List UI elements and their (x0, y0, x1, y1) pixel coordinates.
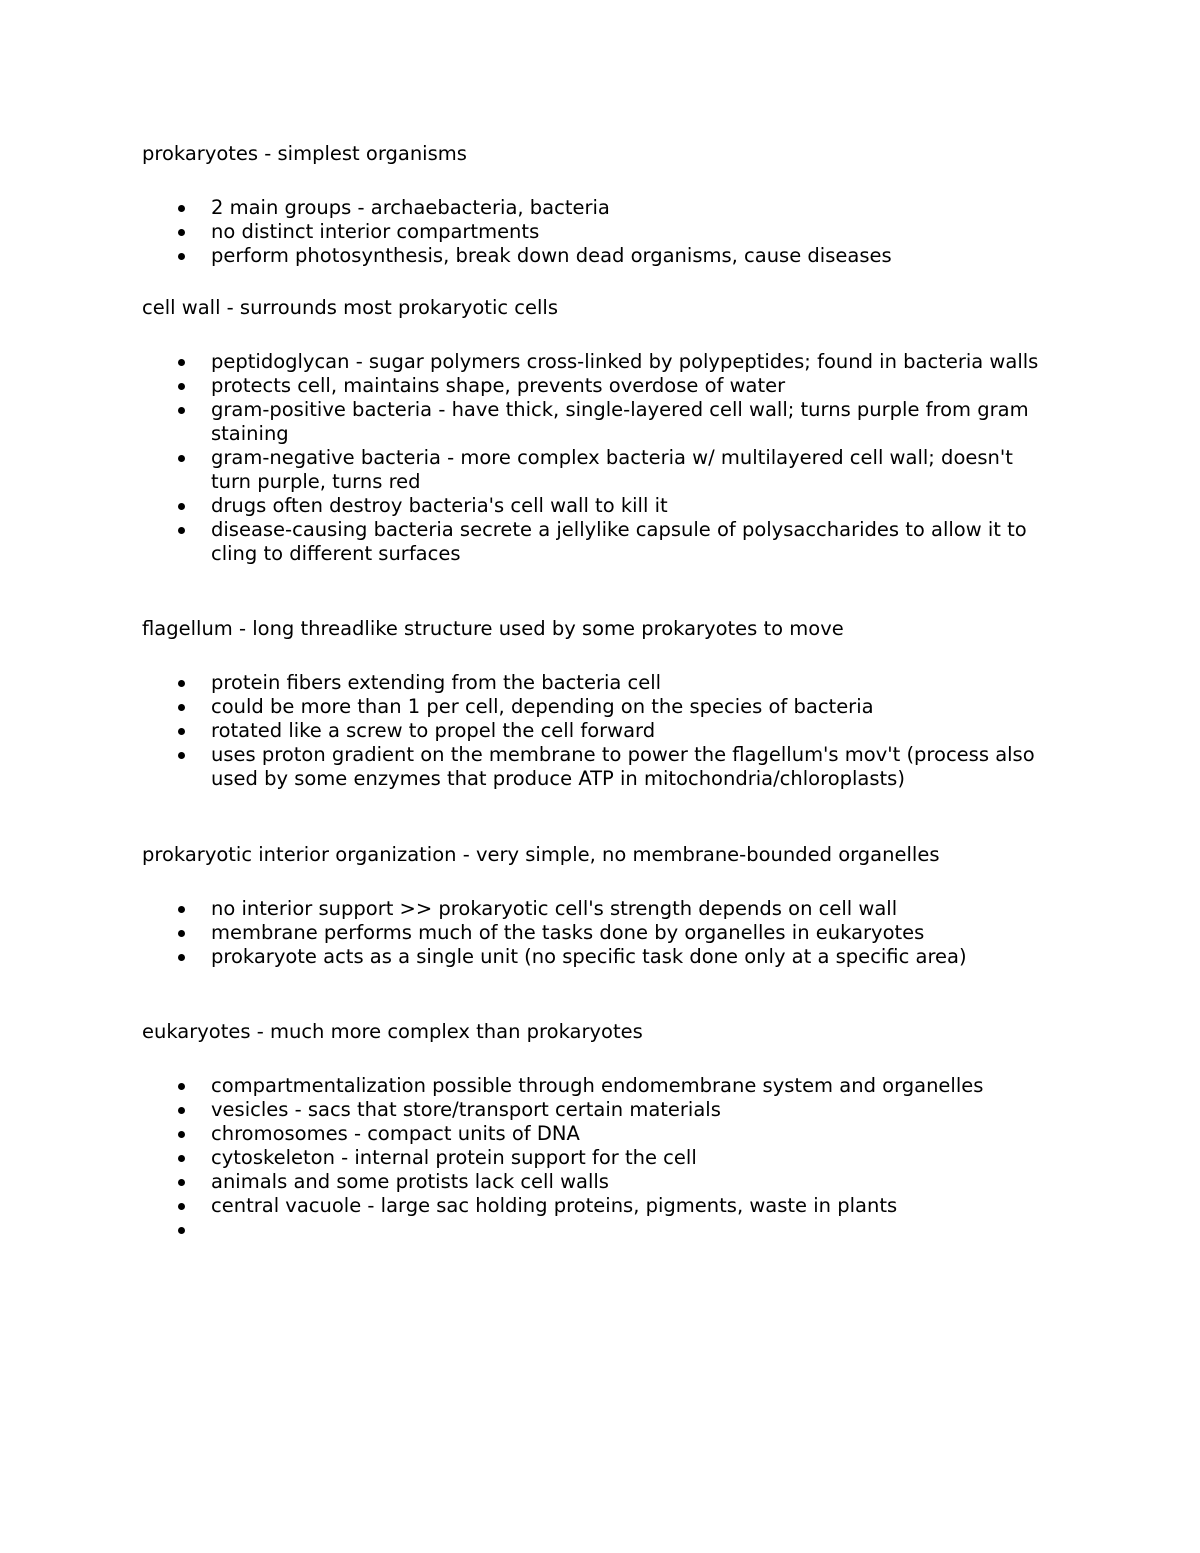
list-item-text: no distinct interior compartments (211, 220, 540, 243)
bullet-list (142, 196, 1102, 268)
bullet-icon (178, 1227, 185, 1234)
bullet-list (142, 897, 1102, 969)
list-item-text: compartmentalization possible through endomembrane system and organelles (211, 1074, 984, 1097)
bullet-icon (178, 906, 185, 913)
list-item (142, 1170, 1041, 1194)
list-item-text: gram-positive bacteria - have thick, single-layered cell wall; turns purple from gram staining (211, 398, 1029, 445)
list-item (142, 1122, 1041, 1146)
bullet-icon (178, 253, 185, 260)
list-item (142, 446, 1041, 494)
list-item (142, 695, 1041, 719)
section-heading: eukaryotes - much more complex than prokaryotes (142, 1020, 643, 1043)
list-item-text: disease-causing bacteria secrete a jellylike capsule of polysaccharides to allow it to cling to different surfaces (211, 518, 1027, 565)
bullet-icon (178, 954, 185, 961)
list-item-text: rotated like a screw to propel the cell forward (211, 719, 656, 742)
list-item-text: 2 main groups - archaebacteria, bacteria (211, 196, 610, 219)
list-item (142, 671, 1041, 695)
list-item-text: gram-negative bacteria - more complex bacteria w/ multilayered cell wall; doesn't turn purple, turns red (211, 446, 1013, 493)
list-item (142, 398, 1041, 446)
bullet-icon (178, 205, 185, 212)
list-item (142, 374, 1041, 398)
list-item (142, 244, 1041, 268)
list-item (142, 743, 1041, 791)
list-item (142, 196, 1041, 220)
list-item-text: could be more than 1 per cell, depending on the species of bacteria (211, 695, 874, 718)
section-cell-wall (142, 296, 1102, 566)
list-item (142, 1194, 1041, 1218)
bullet-list (142, 350, 1102, 566)
list-item-empty (142, 1218, 1041, 1242)
bullet-icon (178, 930, 185, 937)
section-eukaryotes (142, 1020, 1102, 1242)
list-item-text: cytoskeleton - internal protein support for the cell (211, 1146, 697, 1169)
list-item (142, 1098, 1041, 1122)
list-item-text: chromosomes - compact units of DNA (211, 1122, 580, 1145)
bullet-icon (178, 527, 185, 534)
bullet-list (142, 671, 1102, 791)
section-prokaryotes (142, 142, 1102, 268)
list-item (142, 494, 1041, 518)
list-item-text: perform photosynthesis, break down dead organisms, cause diseases (211, 244, 892, 267)
list-item (142, 518, 1041, 566)
bullet-icon (178, 229, 185, 236)
list-item (142, 1074, 1041, 1098)
list-item-text: drugs often destroy bacteria's cell wall to kill it (211, 494, 668, 517)
list-item-text: membrane performs much of the tasks done by organelles in eukaryotes (211, 921, 925, 944)
list-item (142, 897, 1041, 921)
list-item-text: prokaryote acts as a single unit (no specific task done only at a specific area) (211, 945, 967, 968)
list-item-text: protein fibers extending from the bacteria cell (211, 671, 662, 694)
list-item-text: vesicles - sacs that store/transport certain materials (211, 1098, 721, 1121)
bullet-icon (178, 455, 185, 462)
bullet-icon (178, 704, 185, 711)
bullet-icon (178, 503, 185, 510)
list-item-text: uses proton gradient on the membrane to power the flagellum's mov't (process also used by some enzymes that produce ATP in mitochondria/chloroplasts) (211, 743, 1035, 790)
bullet-icon (178, 1203, 185, 1210)
section-flagellum (142, 617, 1102, 791)
bullet-list (142, 1074, 1102, 1242)
list-item (142, 719, 1041, 743)
list-item-text: no interior support >> prokaryotic cell's strength depends on cell wall (211, 897, 898, 920)
bullet-icon (178, 1155, 185, 1162)
bullet-icon (178, 383, 185, 390)
section-heading: prokaryotic interior organization - very simple, no membrane-bounded organelles (142, 843, 940, 866)
bullet-icon (178, 680, 185, 687)
section-interior-organization (142, 843, 1102, 969)
list-item (142, 350, 1041, 374)
list-item (142, 1146, 1041, 1170)
section-heading: flagellum - long threadlike structure used by some prokaryotes to move (142, 617, 844, 640)
list-item-text: peptidoglycan - sugar polymers cross-linked by polypeptides; found in bacteria walls (211, 350, 1039, 373)
list-item-text: animals and some protists lack cell walls (211, 1170, 609, 1193)
list-item-text: central vacuole - large sac holding proteins, pigments, waste in plants (211, 1194, 898, 1217)
bullet-icon (178, 1083, 185, 1090)
bullet-icon (178, 728, 185, 735)
list-item (142, 921, 1041, 945)
bullet-icon (178, 359, 185, 366)
bullet-icon (178, 407, 185, 414)
bullet-icon (178, 1179, 185, 1186)
section-heading: cell wall - surrounds most prokaryotic cells (142, 296, 558, 319)
section-heading: prokaryotes - simplest organisms (142, 142, 467, 165)
list-item (142, 220, 1041, 244)
bullet-icon (178, 752, 185, 759)
bullet-icon (178, 1107, 185, 1114)
list-item (142, 945, 1041, 969)
list-item-text: protects cell, maintains shape, prevents overdose of water (211, 374, 786, 397)
bullet-icon (178, 1131, 185, 1138)
